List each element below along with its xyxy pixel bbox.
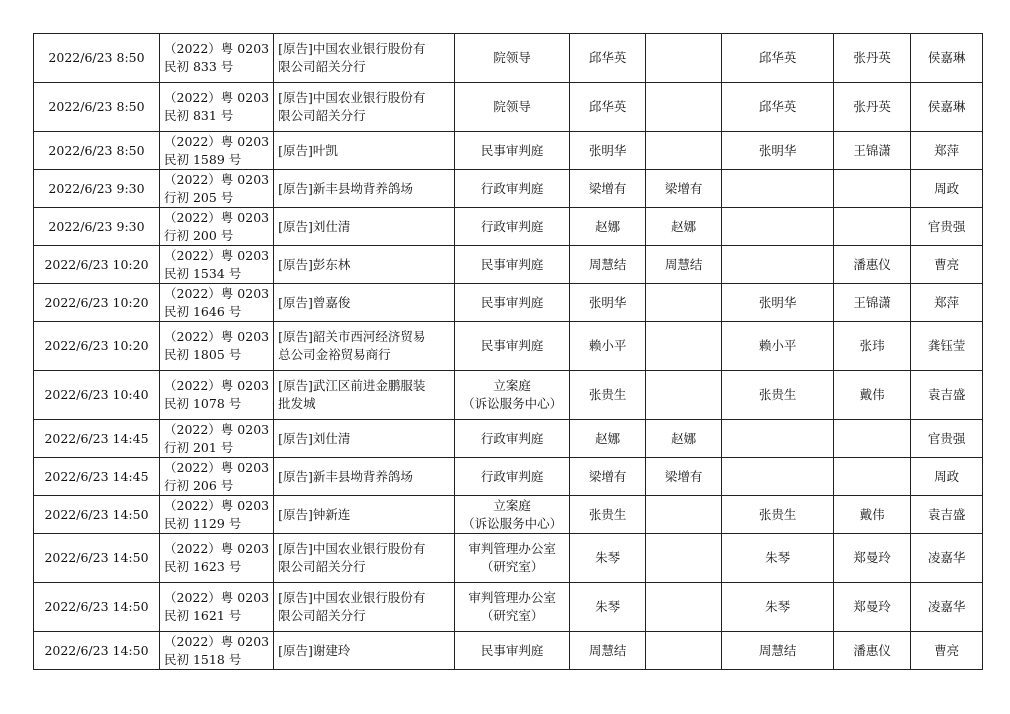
table-row [34,632,983,670]
department-line: 民事审判庭 [480,294,544,310]
hearing-time-cell: 2022/6/23 14:50 [34,632,160,670]
presiding-judge-cell: 朱琴 [570,583,646,632]
table-row [34,83,983,132]
case-number-line: （2022）粤 0203 [164,590,270,605]
judge-4-cell: 郑曼玲 [834,583,911,632]
case-number-cell [160,632,274,670]
department-cell [455,246,570,284]
clerk-cell: 侯嘉琳 [911,83,983,132]
case-number-line: （2022）粤 0203 [164,41,270,56]
hearing-time-cell: 2022/6/23 10:40 [34,371,160,420]
hearing-time-cell: 2022/6/23 8:50 [34,132,160,170]
presiding-judge-cell: 赖小平 [570,322,646,371]
judge-4-cell: 王锦潇 [834,284,911,322]
department-line: 行政审判庭 [480,218,544,234]
department-cell [455,132,570,170]
judge-2-cell [646,534,722,583]
judge-2-cell: 赵娜 [646,208,722,246]
case-number-line: 民初 833 号 [164,59,234,74]
clerk-cell: 周政 [911,458,983,496]
judge-4-cell [834,420,911,458]
party-name-line: [原告]钟新连 [278,506,351,522]
case-number-line: 行初 206 号 [164,477,234,493]
judge-3-cell: 朱琴 [722,583,834,632]
clerk-cell: 凌嘉华 [911,534,983,583]
presiding-judge-cell: 赵娜 [570,208,646,246]
department-line: 民事审判庭 [480,338,544,353]
clerk-cell: 郑萍 [911,284,983,322]
judge-2-cell [646,632,722,670]
judge-4-cell: 郑曼玲 [834,534,911,583]
case-number-cell [160,132,274,170]
judge-2-cell [646,34,722,83]
hearing-time-cell: 2022/6/23 8:50 [34,34,160,83]
department-cell [455,496,570,534]
judge-3-cell [722,420,834,458]
case-number-cell [160,420,274,458]
department-line: （研究室） [480,559,544,574]
department-cell [455,458,570,496]
party-name-line: [原告]新丰县坳背养鸽场 [278,180,413,196]
party-name-line: [原告]新丰县坳背养鸽场 [278,468,413,484]
case-number-line: 行初 200 号 [164,227,234,243]
department-cell [455,284,570,322]
party-name-line: [原告]中国农业银行股份有 [278,541,426,556]
case-number-line: 民初 1646 号 [164,303,242,319]
judge-3-cell: 朱琴 [722,534,834,583]
party-name-line: [原告]中国农业银行股份有 [278,41,426,56]
judge-3-cell: 张明华 [722,284,834,322]
party-name-line: 批发城 [278,396,316,411]
hearing-time-cell: 2022/6/23 14:45 [34,458,160,496]
party-name-line: [原告]曾嘉俊 [278,294,351,310]
judge-2-cell [646,83,722,132]
presiding-judge-cell: 梁增有 [570,458,646,496]
hearing-schedule-table [33,33,983,670]
party-name-cell [274,496,455,534]
party-name-line: [原告]武江区前进金鹏服装 [278,378,426,393]
case-number-line: （2022）粤 0203 [164,541,270,556]
case-number-line: 民初 1078 号 [164,396,242,411]
case-number-line: （2022）粤 0203 [164,90,270,105]
case-number-line: （2022）粤 0203 [164,459,270,475]
department-cell [455,534,570,583]
party-name-cell [274,583,455,632]
department-line: （诉讼服务中心） [462,396,563,411]
judge-4-cell [834,458,911,496]
party-name-line: 限公司韶关分行 [278,559,366,574]
department-line: 审判管理办公室 [468,541,556,556]
party-name-cell [274,34,455,83]
table-row [34,284,983,322]
department-cell [455,322,570,371]
case-number-line: （2022）粤 0203 [164,633,270,649]
party-name-cell [274,420,455,458]
party-name-cell [274,322,455,371]
presiding-judge-cell: 张贵生 [570,371,646,420]
table-row [34,534,983,583]
judge-4-cell: 戴伟 [834,371,911,420]
presiding-judge-cell: 赵娜 [570,420,646,458]
judge-3-cell: 周慧结 [722,632,834,670]
judge-2-cell [646,371,722,420]
table-row [34,34,983,83]
judge-2-cell [646,496,722,534]
party-name-line: [原告]彭东林 [278,256,351,272]
party-name-cell [274,208,455,246]
case-number-cell [160,496,274,534]
department-line: （诉讼服务中心） [462,515,563,531]
judge-3-cell: 邱华英 [722,34,834,83]
department-cell [455,583,570,632]
hearing-time-cell: 2022/6/23 10:20 [34,322,160,371]
judge-3-cell: 邱华英 [722,83,834,132]
party-name-cell [274,83,455,132]
hearing-time-cell: 2022/6/23 10:20 [34,284,160,322]
department-line: 院领导 [493,50,531,65]
case-number-cell [160,246,274,284]
case-number-line: 民初 1623 号 [164,559,242,574]
judge-3-cell [722,208,834,246]
department-line: 民事审判庭 [480,642,544,658]
judge-4-cell [834,170,911,208]
case-number-line: 民初 1518 号 [164,651,242,667]
hearing-time-cell: 2022/6/23 10:20 [34,246,160,284]
judge-2-cell: 赵娜 [646,420,722,458]
case-number-line: 民初 1534 号 [164,265,242,281]
party-name-line: [原告]刘仕清 [278,430,351,446]
department-cell [455,632,570,670]
judge-4-cell [834,208,911,246]
table-row [34,246,983,284]
presiding-judge-cell: 邱华英 [570,83,646,132]
judge-3-cell [722,458,834,496]
presiding-judge-cell: 张贵生 [570,496,646,534]
case-number-line: （2022）粤 0203 [164,171,270,187]
department-line: 审判管理办公室 [468,590,556,605]
presiding-judge-cell: 张明华 [570,284,646,322]
case-number-cell [160,170,274,208]
party-name-cell [274,534,455,583]
case-number-line: （2022）粤 0203 [164,378,270,393]
presiding-judge-cell: 梁增有 [570,170,646,208]
clerk-cell: 曹亮 [911,632,983,670]
case-number-line: （2022）粤 0203 [164,329,270,344]
clerk-cell: 官贵强 [911,208,983,246]
party-name-line: [原告]叶凯 [278,142,338,158]
case-number-line: 行初 205 号 [164,189,234,205]
party-name-line: 限公司韶关分行 [278,108,366,123]
case-number-line: 民初 1589 号 [164,151,242,167]
clerk-cell: 侯嘉琳 [911,34,983,83]
hearing-time-cell: 2022/6/23 8:50 [34,83,160,132]
party-name-cell [274,458,455,496]
hearing-time-cell: 2022/6/23 14:50 [34,583,160,632]
case-number-cell [160,534,274,583]
judge-4-cell: 王锦潇 [834,132,911,170]
party-name-cell [274,284,455,322]
clerk-cell: 凌嘉华 [911,583,983,632]
case-number-cell [160,322,274,371]
case-number-line: （2022）粤 0203 [164,133,270,149]
case-number-line: 行初 201 号 [164,439,234,455]
case-number-cell [160,371,274,420]
department-cell [455,83,570,132]
party-name-line: 限公司韶关分行 [278,608,366,623]
case-number-cell [160,34,274,83]
party-name-line: 总公司金裕贸易商行 [278,347,391,362]
judge-2-cell [646,583,722,632]
case-number-line: （2022）粤 0203 [164,497,270,513]
party-name-cell [274,632,455,670]
table-row [34,371,983,420]
hearing-time-cell: 2022/6/23 9:30 [34,208,160,246]
department-line: （研究室） [480,608,544,623]
judge-4-cell: 潘惠仪 [834,246,911,284]
judge-3-cell: 张明华 [722,132,834,170]
party-name-line: [原告]韶关市西河经济贸易 [278,329,426,344]
department-cell [455,170,570,208]
hearing-time-cell: 2022/6/23 14:50 [34,496,160,534]
table-row [34,170,983,208]
judge-4-cell: 张玮 [834,322,911,371]
hearing-time-cell: 2022/6/23 14:45 [34,420,160,458]
case-number-cell [160,284,274,322]
party-name-line: [原告]中国农业银行股份有 [278,590,426,605]
presiding-judge-cell: 周慧结 [570,246,646,284]
table-row [34,583,983,632]
case-number-cell [160,208,274,246]
schedule-rows [34,34,983,670]
case-number-line: 民初 1805 号 [164,347,242,362]
department-cell [455,208,570,246]
case-number-line: （2022）粤 0203 [164,247,270,263]
judge-4-cell: 张丹英 [834,83,911,132]
table-row [34,132,983,170]
department-line: 立案庭 [493,378,531,393]
party-name-cell [274,132,455,170]
department-line: 行政审判庭 [480,468,544,484]
party-name-line: [原告]刘仕清 [278,218,351,234]
department-line: 行政审判庭 [480,180,544,196]
judge-3-cell: 张贵生 [722,371,834,420]
judge-4-cell: 张丹英 [834,34,911,83]
department-line: 立案庭 [493,497,531,513]
judge-2-cell [646,132,722,170]
judge-2-cell: 周慧结 [646,246,722,284]
department-line: 民事审判庭 [480,142,544,158]
party-name-line: 限公司韶关分行 [278,59,366,74]
party-name-cell [274,170,455,208]
party-name-cell [274,246,455,284]
judge-4-cell: 戴伟 [834,496,911,534]
case-number-line: （2022）粤 0203 [164,209,270,225]
department-line: 行政审判庭 [480,430,544,446]
hearing-time-cell: 2022/6/23 14:50 [34,534,160,583]
judge-3-cell [722,246,834,284]
case-number-line: 民初 1129 号 [164,515,242,531]
judge-3-cell: 张贵生 [722,496,834,534]
case-number-line: 民初 831 号 [164,108,234,123]
case-number-line: （2022）粤 0203 [164,421,270,437]
department-line: 院领导 [493,99,531,114]
judge-3-cell [722,170,834,208]
department-cell [455,371,570,420]
clerk-cell: 曹亮 [911,246,983,284]
department-line: 民事审判庭 [480,256,544,272]
case-number-cell [160,583,274,632]
presiding-judge-cell: 朱琴 [570,534,646,583]
case-number-line: （2022）粤 0203 [164,285,270,301]
clerk-cell: 官贵强 [911,420,983,458]
judge-2-cell [646,322,722,371]
department-cell [455,420,570,458]
case-number-cell [160,83,274,132]
party-name-line: [原告]谢建玲 [278,642,351,658]
party-name-cell [274,371,455,420]
clerk-cell: 龚钰莹 [911,322,983,371]
clerk-cell: 袁吉盛 [911,496,983,534]
judge-4-cell: 潘惠仪 [834,632,911,670]
clerk-cell: 袁吉盛 [911,371,983,420]
table-row [34,322,983,371]
clerk-cell: 周政 [911,170,983,208]
department-cell [455,34,570,83]
case-number-line: 民初 1621 号 [164,608,242,623]
judge-2-cell: 梁增有 [646,170,722,208]
case-number-cell [160,458,274,496]
table-row [34,496,983,534]
judge-2-cell [646,284,722,322]
presiding-judge-cell: 邱华英 [570,34,646,83]
table-row [34,420,983,458]
clerk-cell: 郑萍 [911,132,983,170]
party-name-line: [原告]中国农业银行股份有 [278,90,426,105]
table-row [34,458,983,496]
hearing-time-cell: 2022/6/23 9:30 [34,170,160,208]
presiding-judge-cell: 周慧结 [570,632,646,670]
judge-2-cell: 梁增有 [646,458,722,496]
presiding-judge-cell: 张明华 [570,132,646,170]
judge-3-cell: 赖小平 [722,322,834,371]
table-row [34,208,983,246]
